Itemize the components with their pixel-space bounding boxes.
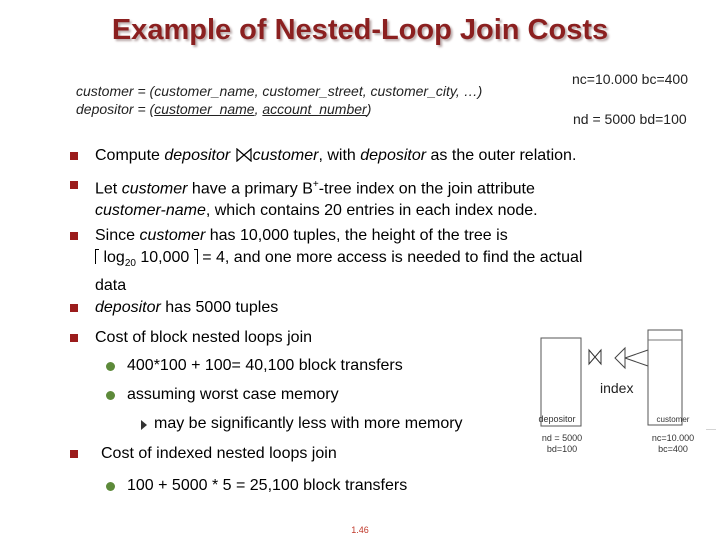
b4-depositor: depositor — [95, 299, 161, 316]
bullet-square — [70, 152, 78, 160]
block-transfers-cost: 400*100 + 100= 40,100 block transfers — [127, 357, 403, 374]
bullet-square — [70, 450, 78, 458]
bullet-square — [70, 181, 78, 189]
customer-bc: bc=400 — [658, 444, 688, 454]
b2-line2: , which contains 20 entries in each index node. — [205, 202, 538, 220]
depositor-schema-sep: , — [254, 101, 263, 117]
b1-post: as the outer relation. — [426, 147, 577, 164]
b1-rel-depositor: depositor — [164, 147, 231, 164]
b3-line3: data — [95, 277, 127, 295]
b3-pre: Since — [95, 227, 140, 244]
index-link-line — [625, 350, 648, 358]
index-label: index — [600, 380, 634, 396]
depositor-nd: nd = 5000 — [541, 433, 583, 443]
b4-post: has 5000 tuples — [160, 299, 279, 316]
join-icon — [235, 148, 253, 162]
b6-text: Cost of indexed nested loops join — [101, 445, 337, 462]
customer-schema: customer = (customer_name, customer_street, customer_city, …) — [76, 83, 483, 99]
depositor-relation-box — [541, 338, 581, 426]
b3-num: 10,000 — [135, 249, 194, 266]
sub-bullet-dot — [106, 362, 115, 371]
b5-text: Cost of block nested loops join — [95, 329, 313, 346]
b1-rel-depositor-outer: depositor — [360, 147, 427, 164]
b3-customer: customer — [139, 227, 206, 244]
b3-log: log — [103, 249, 125, 266]
customer-stats: nc=10.000 bc=400 — [572, 71, 688, 87]
more-memory-note: may be significantly less with more memory — [154, 415, 463, 432]
ceil-left-bracket — [95, 249, 99, 264]
slide-title: Example of Nested-Loop Join Costs — [111, 14, 609, 46]
indexed-cost: 100 + 5000 * 5 = 25,100 block transfers — [127, 477, 408, 494]
depositor-schema — [76, 101, 371, 117]
bullet-square — [70, 334, 78, 342]
b2-pre: Let — [95, 180, 122, 198]
b2-attr: customer-name — [95, 202, 206, 220]
customer-relation-box — [648, 330, 682, 425]
sub-bullet-dot — [106, 391, 115, 400]
b2-sup: + — [312, 179, 319, 190]
b3-log-base: 20 — [124, 258, 136, 270]
worst-case-memory: assuming worst case memory — [127, 386, 339, 403]
b1-pre: Compute — [95, 147, 165, 164]
b3-line1: has 10,000 tuples, the height of the tree is — [205, 227, 508, 244]
b1-rel-customer: customer — [252, 147, 319, 164]
customer-nc: nc=10.000 — [651, 433, 695, 443]
depositor-stats: nd = 5000 bd=100 — [573, 111, 687, 127]
sub-sub-bullet-arrow — [141, 420, 147, 430]
depositor-bd: bd=100 — [546, 444, 578, 454]
depositor-key-attr2: account_number — [262, 101, 367, 117]
arrow-head-icon — [615, 348, 625, 368]
depositor-schema-prefix: depositor = ( — [76, 101, 155, 117]
index-link-line — [625, 358, 648, 366]
depositor-schema-suffix: ) — [366, 101, 372, 117]
join-symbol-icon — [589, 350, 601, 364]
b2-text: have a primary B — [187, 180, 313, 198]
page-number: 1.46 — [351, 525, 369, 535]
customer-label: customer — [656, 415, 690, 424]
depositor-key-attr1: customer_name — [154, 101, 255, 117]
b2-customer: customer — [121, 180, 188, 198]
bullet-square — [70, 304, 78, 312]
b1-mid: , with — [318, 147, 361, 164]
b3-line2: = 4, and one more access is needed to find the actual — [197, 249, 583, 266]
depositor-label: depositor — [538, 414, 576, 424]
bullet-square — [70, 232, 78, 240]
b2-end: -tree index on the join attribute — [318, 180, 535, 198]
sub-bullet-dot — [106, 482, 115, 491]
